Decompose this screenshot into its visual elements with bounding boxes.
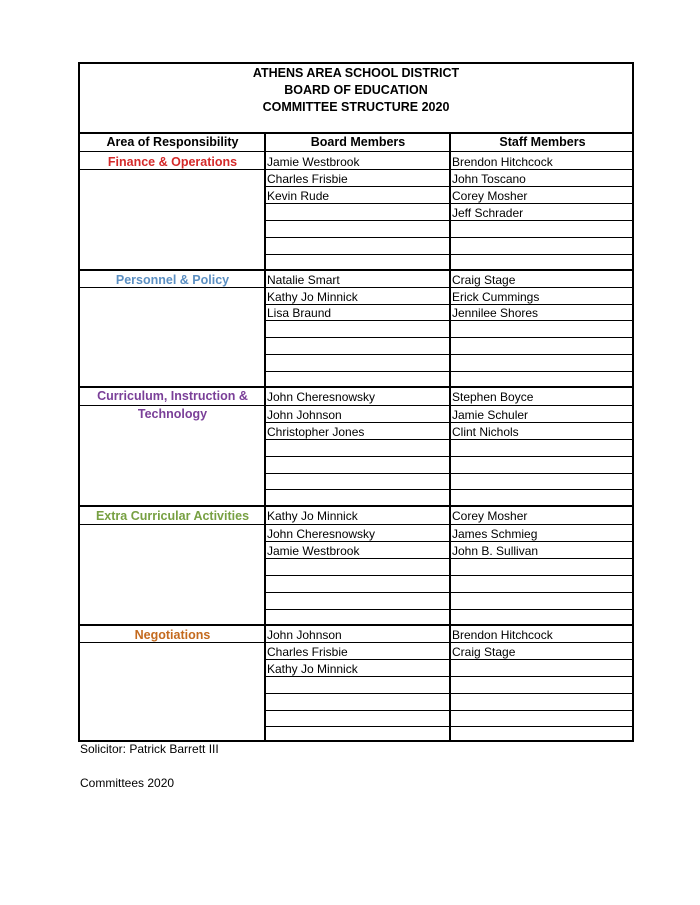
board-member: Charles Frisbie [267,172,348,186]
staff-member: Brendon Hitchcock [452,628,553,642]
header-divider [80,151,632,152]
column-divider [264,132,266,742]
board-member: John Johnson [267,408,342,422]
area-finance: Finance & Operations [107,155,238,169]
title-block [80,64,632,132]
staff-member: Erick Cummings [452,290,540,304]
staff-member: Jeff Schrader [452,206,524,220]
staff-member: Corey Mosher [452,509,528,523]
header-board: Board Members [310,135,406,149]
row-divider [265,693,632,694]
title-structure: COMMITTEE STRUCTURE 2020 [262,100,450,114]
row-divider [265,473,632,474]
board-member: Kathy Jo Minnick [267,662,358,676]
staff-member: Craig Stage [452,645,516,659]
row-divider [265,489,632,490]
title-board: BOARD OF EDUCATION [284,83,428,97]
area-curriculum-line1: Curriculum, Instruction & [97,389,248,403]
row-divider [265,609,632,610]
board-member: Kevin Rude [267,189,330,203]
board-member: John Cheresnowsky [267,527,376,541]
staff-member: John Toscano [452,172,526,186]
row-divider [265,337,632,338]
staff-member: Jennilee Shores [452,306,539,320]
board-member: John Johnson [267,628,342,642]
board-member: Kathy Jo Minnick [267,509,358,523]
staff-member: Brendon Hitchcock [452,155,553,169]
solicitor-note: Solicitor: Patrick Barrett III [80,742,219,756]
staff-member: Clint Nichols [452,425,519,439]
row-divider [265,726,632,727]
board-member: Kathy Jo Minnick [267,290,358,304]
board-member: Natalie Smart [267,273,340,287]
area-personnel: Personnel & Policy [115,273,230,287]
title-district: ATHENS AREA SCHOOL DISTRICT [252,66,460,80]
document-name: Committees 2020 [80,776,175,790]
row-divider [265,456,632,457]
area-curriculum-line2: Technology [137,407,208,421]
staff-member: John B. Sullivan [452,544,539,558]
row-divider [265,592,632,593]
area-extracurricular: Extra Curricular Activities [95,509,250,523]
header-staff: Staff Members [499,135,586,149]
row-divider [265,371,632,372]
staff-member: James Schmieg [452,527,538,541]
column-divider [449,132,451,742]
board-member: Charles Frisbie [267,645,348,659]
board-member: Lisa Braund [267,306,332,320]
board-member: Christopher Jones [267,425,365,439]
row-divider [265,220,632,221]
area-negotiations: Negotiations [134,628,211,642]
board-member: Jamie Westbrook [267,544,360,558]
committee-table [78,62,634,742]
board-member: Jamie Westbrook [267,155,360,169]
row-divider [265,710,632,711]
row-divider [265,354,632,355]
row-divider [265,237,632,238]
staff-member: Craig Stage [452,273,516,287]
row-divider [265,254,632,255]
staff-member: Jamie Schuler [452,408,529,422]
staff-member: Corey Mosher [452,189,528,203]
board-member: John Cheresnowsky [267,390,376,404]
staff-member: Stephen Boyce [452,390,534,404]
row-divider [265,575,632,576]
title-divider [80,132,632,134]
header-area: Area of Responsibility [106,135,239,149]
